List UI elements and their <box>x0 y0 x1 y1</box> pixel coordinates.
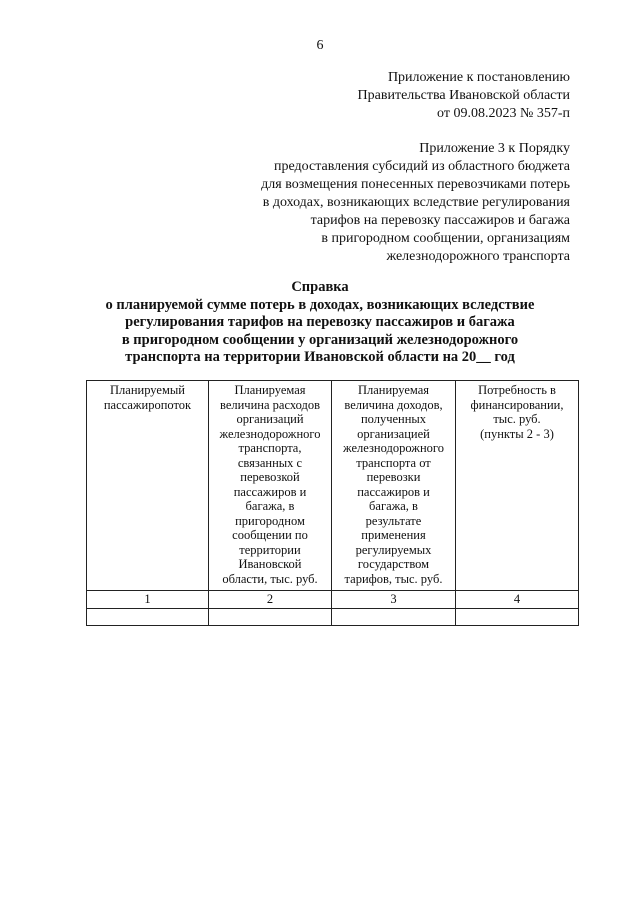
title-line: транспорта на территории Ивановской области на 20__ год <box>125 349 515 365</box>
empty-cell <box>209 609 332 626</box>
column-number-cell: 2 <box>209 591 332 609</box>
appendix-line: для возмещения понесенных перевозчиками потерь <box>261 177 570 192</box>
appendix-line: Приложение 3 к Порядку <box>419 141 570 156</box>
appendix-line: в доходах, возникающих вследствие регулирования <box>262 195 570 210</box>
appendix-line: Правительства Ивановской области <box>357 88 570 103</box>
appendix-header-resolution <box>358 69 570 123</box>
appendix-line: тарифов на перевозку пассажиров и багажа <box>310 213 570 228</box>
column-number-cell: 1 <box>87 591 209 609</box>
header-cell-funding-need: Потребность в финансировании, тыс. руб. (пункты 2 - 3) <box>456 381 579 591</box>
appendix-line: от 09.08.2023 № 357-п <box>437 106 570 121</box>
empty-cell <box>456 609 579 626</box>
table-header-row <box>87 381 579 591</box>
appendix-line: Приложение к постановлению <box>387 70 570 85</box>
table-row <box>87 609 579 626</box>
header-cell-passenger-flow: Планируемый пассажиропоток <box>87 381 209 591</box>
empty-cell <box>87 609 209 626</box>
document-title <box>0 279 640 367</box>
title-line: регулирования тарифов на перевозку пассажиров и багажа <box>125 314 515 330</box>
title-line: Справка <box>291 279 349 295</box>
appendix-line: железнодорожного транспорта <box>386 249 570 264</box>
column-number-cell: 3 <box>332 591 456 609</box>
appendix-header-procedure <box>261 140 570 266</box>
appendix-line: в пригородном сообщении, организациям <box>321 231 570 246</box>
empty-cell <box>332 609 456 626</box>
header-cell-planned-income: Планируемая величина доходов, полученных организацией железнодорожного транспорта от перевозки пассажиров и багажа, в результате применения регулируемых государством тарифов, тыс. руб. <box>332 381 456 591</box>
title-line: в пригородном сообщении у организаций железнодорожного <box>121 331 519 348</box>
title-line: о планируемой сумме потерь в доходах, возникающих вследствие <box>105 296 535 313</box>
appendix-line: предоставления субсидий из областного бюджета <box>274 159 570 174</box>
report-table <box>86 380 579 626</box>
page-number: 6 <box>316 38 324 53</box>
column-number-cell: 4 <box>456 591 579 609</box>
header-cell-planned-expenses: Планируемая величина расходов организаций железнодорожного транспорта, связанных с перевозкой пассажиров и багажа, в пригородном сообщении по территории Ивановской области, тыс. руб. <box>209 381 332 591</box>
table-row <box>87 591 579 609</box>
